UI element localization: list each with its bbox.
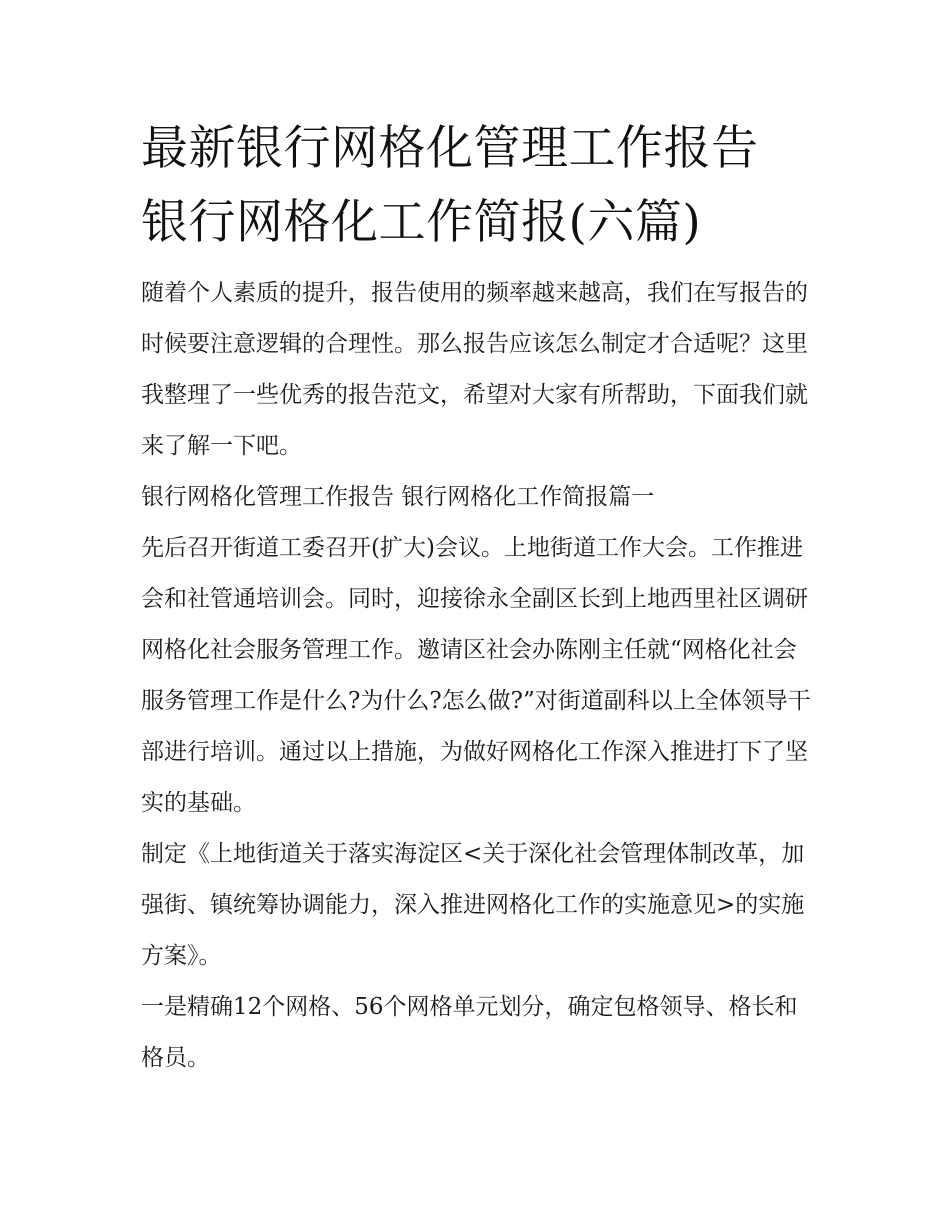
section-heading: 银行网格化管理工作报告 银行网格化工作简报篇一	[141, 484, 655, 510]
body-paragraph: 制定《上地街道关于落实海淀区<关于深化社会管理体制改革，加强街、镇统筹协调能力，深入推进网格化工作的实施意见>的实施方案》。	[141, 841, 805, 969]
body-paragraph: 一是精确12个网格、56个网格单元划分，确定包格领导、格长和格员。	[141, 994, 798, 1071]
intro-paragraph: 随着个人素质的提升，报告使用的频率越来越高，我们在写报告的时候要注意逻辑的合理性。那么报告应该怎么制定才合适呢？这里我整理了一些优秀的报告范文，希望对大家有所帮助，下面我们就来了解一下吧。	[141, 280, 808, 459]
document-title: 最新银行网格化管理工作报告 银行网格化工作简报(六篇)	[141, 121, 759, 250]
body-paragraph: 先后召开街道工委召开(扩大)会议。上地街道工作大会。工作推进会和社管通培训会。同时，迎接徐永全副区长到上地西里社区调研网格化社会服务管理工作。邀请区社会办陈刚主任就“网格化社会服务管理工作是什么?为什么?怎么做?”对街道副科以上全体领导干部进行培训。通过以上措施，为做好网格化工作深入推进打下了坚实的基础。	[141, 535, 811, 816]
document-body	[141, 112, 813, 1084]
